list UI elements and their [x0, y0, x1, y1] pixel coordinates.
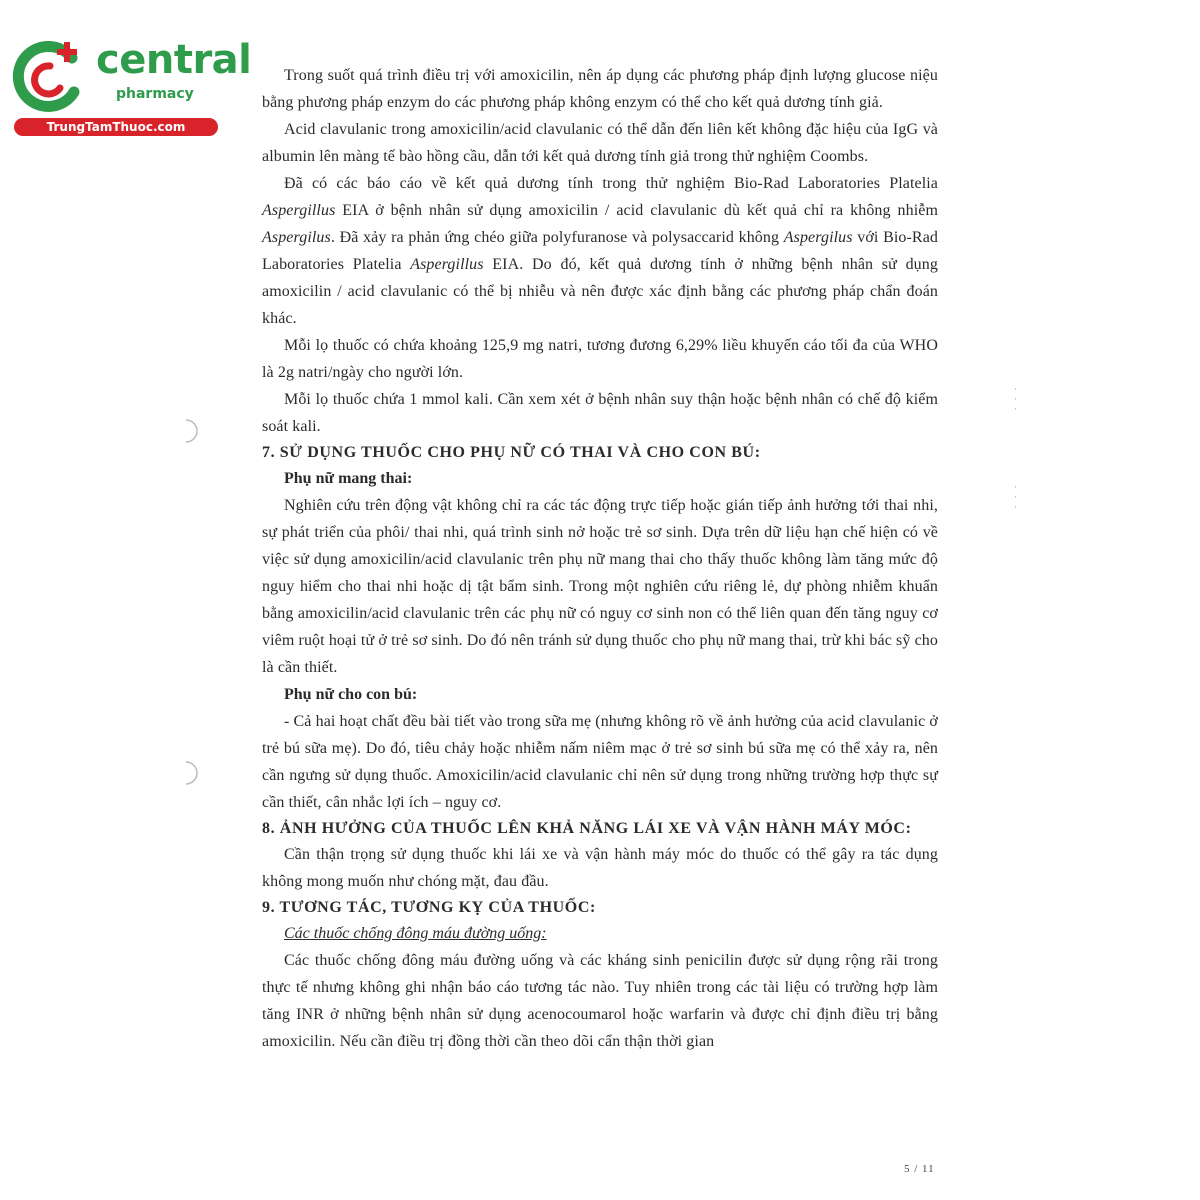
paragraph-aspergillus — [262, 170, 938, 332]
text-run: EIA ở bệnh nhân sử dụng amoxicilin / acid clavulanic dù kết quả chỉ ra không nhiễm — [335, 202, 938, 219]
text-run: EIA. Do đó, kết quả dương tính ở những bệnh nhân sử dụng amoxicilin / acid clavulanic có thể bị nhiễu và nên được xác định bằng các phương pháp chẩn đoán khác. — [262, 256, 938, 327]
italic-term: Aspergilus — [783, 229, 853, 246]
paragraph-pregnancy: Nghiên cứu trên động vật không chỉ ra các tác động trực tiếp hoặc gián tiếp ảnh hưởng tới thai nhi, sự phát triển của phôi/ thai nhi, quá trình sinh nở hoặc trẻ sơ sinh. Dựa trên dữ liệu hạn chế hiện có về việc sử dụng amoxicilin/acid clavulanic trên phụ nữ mang thai cho thấy thuốc không làm tăng mức độ nguy hiểm cho thai nhi hoặc dị tật bẩm sinh. Trong một nghiên cứu riêng lẻ, dự phòng nhiễm khuẩn bằng amoxicilin/acid clavulanic trên các phụ nữ có nguy cơ sinh non có thể liên quan đến tăng nguy cơ viêm ruột hoại tử ở trẻ sơ sinh. Do đó nên tránh sử dụng thuốc cho phụ nữ mang thai, trừ khi bác sỹ cho là cần thiết. — [262, 497, 938, 676]
section-7-heading: 7. SỬ DỤNG THUỐC CHO PHỤ NỮ CÓ THAI VÀ CHO CON BÚ: — [262, 444, 761, 461]
subheading-pregnancy: Phụ nữ mang thai: — [284, 470, 413, 487]
scan-speck-marks: · · · — [1014, 384, 1017, 414]
logo-subtitle: pharmacy — [116, 86, 194, 102]
paragraph-sodium: Mỗi lọ thuốc có chứa khoảng 125,9 mg natri, tương đương 6,29% liều khuyến cáo tối đa của WHO là 2g natri/ngày cho người lớn. — [262, 337, 938, 381]
text-run: . Đã xảy ra phản ứng chéo giữa polyfuranose và polysaccarid không — [330, 229, 784, 246]
scan-speck-marks: · · · — [1014, 482, 1017, 512]
page-number: 5 / 11 — [904, 1163, 935, 1175]
section-9-heading: 9. TƯƠNG TÁC, TƯƠNG KỴ CỦA THUỐC: — [262, 899, 596, 916]
logo-name: central — [96, 37, 252, 83]
paragraph-potassium: Mỗi lọ thuốc chứa 1 mmol kali. Cần xem xét ở bệnh nhân suy thận hoặc bệnh nhân có chế độ kiểm soát kali. — [262, 391, 938, 435]
paragraph-driving: Cần thận trọng sử dụng thuốc khi lái xe và vận hành máy móc do thuốc có thể gây ra tác dụng không mong muốn như chóng mặt, đau đầu. — [262, 846, 938, 890]
paragraph-coombs: Acid clavulanic trong amoxicilin/acid clavulanic có thể dẫn đến liên kết không đặc hiệu của IgG và albumin lên màng tế bào hồng cầu, dẫn tới kết quả dương tính giả trong thử nghiệm Coombs. — [262, 121, 938, 165]
paragraph-anticoagulants: Các thuốc chống đông máu đường uống và các kháng sinh penicilin được sử dụng rộng rãi trong thực tế nhưng không ghi nhận báo cáo tương tác nào. Tuy nhiên trong các tài liệu có trường hợp làm tăng INR ở những bệnh nhân sử dụng acenocoumarol hoặc warfarin và được chỉ định điều trị bằng amoxicilin. Nếu cần điều trị đồng thời cần theo dõi cẩn thận thời gian — [262, 952, 938, 1050]
subheading-breastfeeding: Phụ nữ cho con bú: — [284, 686, 418, 703]
paragraph-breastfeeding: - Cả hai hoạt chất đều bài tiết vào trong sữa mẹ (nhưng không rõ về ảnh hưởng của acid clavulanic ở trẻ bú sữa mẹ). Do đó, tiêu chảy hoặc nhiễm nấm niêm mạc ở trẻ sơ sinh bú sữa mẹ có thể xảy ra, nên cần ngưng sử dụng thuốc. Amoxicilin/acid clavulanic chỉ nên sử dụng trong những trường hợp thực sự cần thiết, cân nhắc lợi ích – nguy cơ. — [262, 713, 938, 811]
italic-term: Aspergilus — [262, 229, 331, 246]
logo-url-link[interactable]: TrungTamThuoc.com — [14, 118, 218, 136]
italic-term: Aspergillus — [410, 256, 484, 273]
italic-term: Aspergillus — [262, 202, 336, 219]
section-8-heading: 8. ẢNH HƯỞNG CỦA THUỐC LÊN KHẢ NĂNG LÁI XE VÀ VẬN HÀNH MÁY MÓC: — [262, 820, 912, 837]
pharmacy-logo-icon — [10, 36, 88, 114]
text-run: với Bio-Rad Laboratories Platelia — [262, 229, 939, 273]
subheading-anticoagulants: Các thuốc chống đông máu đường uống: — [284, 925, 547, 942]
document-page — [262, 62, 938, 1055]
central-pharmacy-logo[interactable] — [10, 36, 252, 136]
punch-hole-icon — [180, 418, 202, 444]
punch-hole-icon — [180, 760, 202, 786]
text-run: Đã có các báo cáo về kết quả dương tính trong thử nghiệm Bio-Rad Laboratories Platelia — [284, 175, 938, 192]
paragraph-glucose: Trong suốt quá trình điều trị với amoxicilin, nên áp dụng các phương pháp định lượng glucose niệu bằng phương pháp enzym do các phương pháp không enzym có thể cho kết quả dương tính giả. — [262, 67, 938, 111]
